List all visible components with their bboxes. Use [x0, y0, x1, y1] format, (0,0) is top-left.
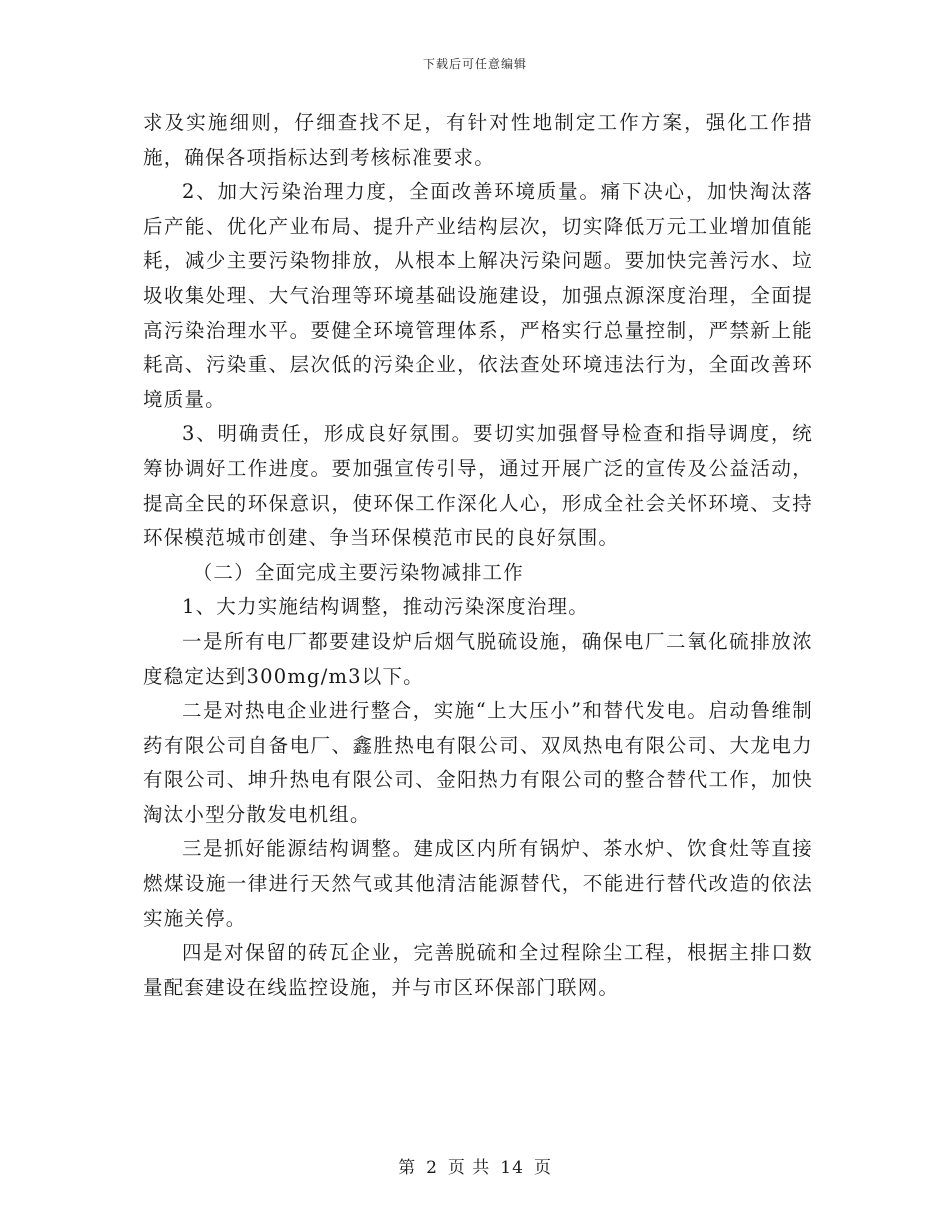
- paragraph-point-2: 二是对热电企业进行整合，实施“上大压小”和替代发电。启动鲁维制药有限公司自备电厂、鑫胜热电有限公司、双凤热电有限公司、大龙电力有限公司、坤升热电有限公司、金阳热力有限公司的整合替代工作，加快淘汰小型分散发电机组。: [143, 699, 813, 826]
- paragraph-point-3: 三是抓好能源结构调整。建成区内所有锅炉、茶水炉、饮食灶等直接燃煤设施一律进行天然气或其他清洁能源替代，不能进行替代改造的依法实施关停。: [143, 837, 813, 930]
- paragraph-point-4: 四是对保留的砖瓦企业，完善脱硫和全过程除尘工程，根据主排口数量配套建设在线监控设施，并与市区环保部门联网。: [143, 941, 813, 999]
- subsection-heading: 1、大力实施结构调整，推动污染深度治理。: [182, 595, 589, 619]
- footer-middle: 页 共: [447, 1158, 491, 1178]
- document-body: [143, 106, 813, 1005]
- page-footer: [0, 1153, 950, 1178]
- footer-prefix: 第: [398, 1158, 417, 1178]
- footer-suffix: 页: [533, 1158, 552, 1178]
- section-heading: （二）全面完成主要污染物减排工作: [192, 560, 524, 584]
- paragraph-point-1: 一是所有电厂都要建设炉后烟气脱硫设施，确保电厂二氧化硫排放浓度稳定达到300mg/m3以下。: [143, 629, 813, 688]
- page-header: 下载后可任意编辑: [422, 57, 527, 71]
- total-pages-number: 14: [500, 1158, 524, 1178]
- paragraph-item-2: 2、加大污染治理力度，全面改善环境质量。痛下决心，加快淘汰落后产能、优化产业布局、提升产业结构层次，切实降低万元工业增加值能耗，减少主要污染物排放，从根本上解决污染问题。要加快完善污水、垃圾收集处理、大气治理等环境基础设施建设，加强点源深度治理，全面提高污染治理水平。要健全环境管理体系，严格实行总量控制，严禁新上能耗高、污染重、层次低的污染企业，依法查处环境违法行为，全面改善环境质量。: [143, 180, 813, 411]
- current-page-number: 2: [426, 1158, 438, 1178]
- paragraph-continuation: 求及实施细则，仔细查找不足，有针对性地制定工作方案，强化工作措施，确保各项指标达到考核标准要求。: [143, 111, 813, 169]
- paragraph-item-3: 3、明确责任，形成良好氛围。要切实加强督导检查和指导调度，统筹协调好工作进度。要加强宣传引导，通过开展广泛的宣传及公益活动，提高全民的环保意识，使环保工作深化人心，形成全社会关怀环境、支持环保模范城市创建、争当环保模范市民的良好氛围。: [143, 422, 813, 550]
